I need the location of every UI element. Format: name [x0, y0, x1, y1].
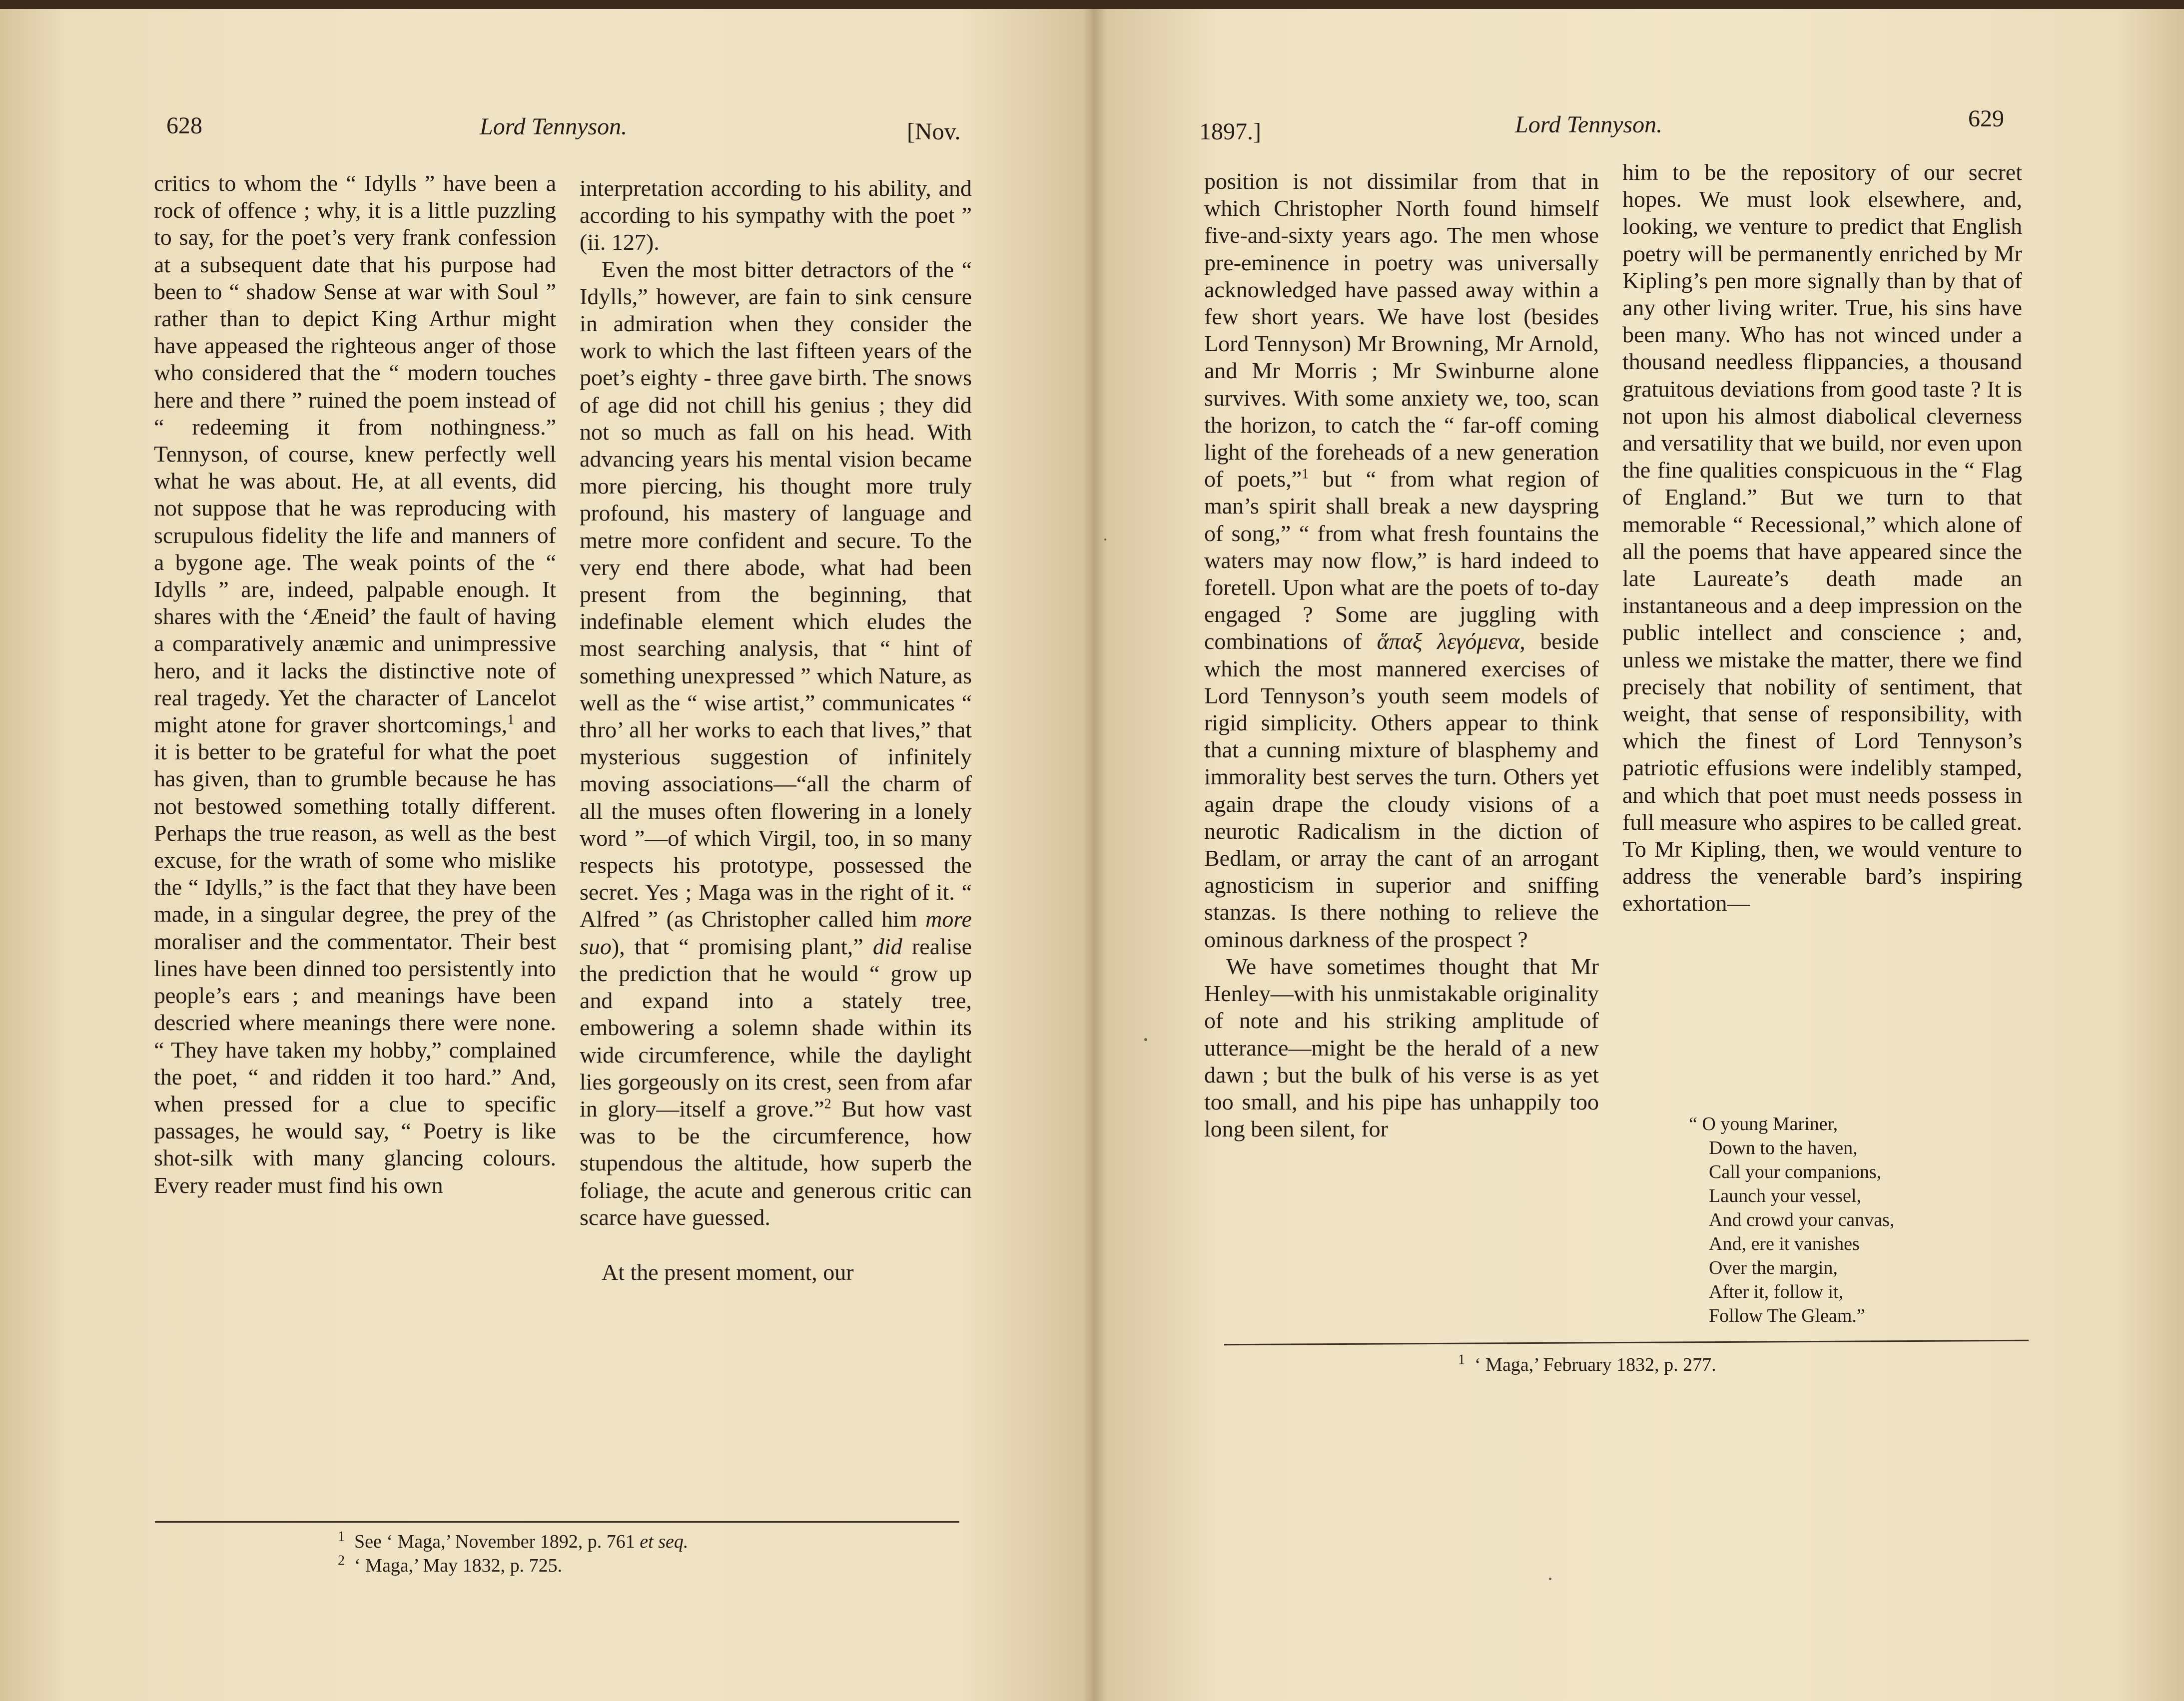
- footnote-number: 1: [1458, 1352, 1465, 1368]
- page-number: 628: [166, 112, 202, 139]
- running-title: Lord Tennyson.: [1515, 111, 1663, 138]
- paper-speck: [1549, 1578, 1551, 1580]
- paragraph: At the present moment, our: [602, 1259, 854, 1285]
- poem-line: And crowd your canvas,: [1709, 1209, 1895, 1230]
- paragraph: him to be the repository of our secret hopes. We must look elsewhere, and, looking, we venture to predict that English poetry will be permanently enriched by Mr Kipling’s pen more signally than by that of any other living writer. True, his sins have been many. Who has not winced under a thousand needless flippancies, a thousand gratuitous deviations from good taste ? It is not upon his almost diabolical cleverness and versatility that we build, nor even upon the fine qualities conspicuous in the “ Flag of England.” But we turn to that memorable “ Recessional,” which alone of all the poems that have appeared since the late Laureate’s death made an instantaneous and a deep impression on the public intellect and conscience ; and, unless we mistake the matter, there we find precisely that nobility of sentiment, that weight, that sense of responsibility, with which the finest of Lord Tennyson’s patriotic effusions were indelibly stamped, and which that poet must needs possess in full measure who aspires to be called great. To Mr Kipling, then, we would venture to address the venerable bard’s inspiring exhortation—: [1622, 159, 2022, 916]
- poem-line: Follow The Gleam.”: [1709, 1305, 1865, 1326]
- body-text: , beside which the most mannered exercises of Lord Tennyson’s youth seem models of rigid simplicity. Others appear to think that a cunning mixture of blasphemy and immorality best serves the turn. Others yet again drape the cloudy visions of a neurotic Radicalism in the diction of Bedlam, or array the cant of an arrogant agnosticism in superior and sniffing stanzas. Is there nothing to relieve the ominous darkness of the prospect ?: [1204, 628, 1599, 952]
- date-mark: [Nov.: [907, 118, 961, 145]
- footnote-rule: [1224, 1340, 2029, 1345]
- footnote-text: ‘ Maga,’ February 1832, p. 277.: [1474, 1354, 1716, 1375]
- poem-line: “ O young Mariner,: [1689, 1114, 1838, 1134]
- paper-speck: [1144, 1038, 1147, 1041]
- body-text: realise the prediction that he would “ grow up and expand into a stately tree, embowering a solemn shade within its wide circumference, while the daylight lies gorgeously on its crest, seen from afar in glory—itself a grove.”: [580, 933, 972, 1122]
- body-text: critics to whom the “ Idylls ” have been a rock of offence ; why, it is a little puzzling to say, for the poet’s very frank confession at a subsequent date that his purpose had been to “ shadow Sense at war with Soul ” rather than to depict King Arthur might have appeased the righteous anger of those who considered that the “ modern touches here and there ” ruined the poem instead of “ redeeming it from nothingness.” Tennyson, of course, knew perfectly well what he was about. He, at all events, did not suppose that he was reproducing with scrupulous fidelity the life and manners of a bygone age. The weak points of the “ Idylls ” are, indeed, palpable enough. It shares with the ‘Æneid’ the fault of having a comparatively anæmic and unimpressive hero, and it lacks the distinctive note of real tragedy. Yet the character of Lancelot might atone for graver shortcomings,: [154, 170, 556, 738]
- right-column-1: [1204, 168, 1599, 1142]
- paragraph: interpretation according to his ability, and according to his sympathy with the poet ” (ii. 127).: [580, 175, 972, 255]
- body-text: Even the most bitter detractors of the “ Idylls,” however, are fain to sink censure in admiration when they consider the work to which the last fifteen years of the poet’s eighty - three gave birth. The snows of age did not chill his genius ; they did not so much as fall on his head. With advancing years his mental vision became more piercing, his thought more truly profound, his mastery of language and metre more confident and secure. To the very end there abode, what had been present from the beginning, that indefinable element which eludes the most searching analysis, that “ hint of something unexpressed ” which Nature, as well as the “ wise artist,” communicates “ thro’ all her works to each that lives,” that mysterious suggestion of infinitely moving associations—“all the charm of all the muses often flowering in a lonely word ”—of which Virgil, too, in so many respects his prototype, possessed the secret. Yes ; Maga was in the right of it. “ Alfred ” (as Christopher called him: [580, 256, 972, 932]
- italic-text: did: [872, 933, 902, 959]
- poem-line: Down to the haven,: [1709, 1137, 1858, 1158]
- footnote-1: [338, 1530, 688, 1554]
- body-text: ), that “ promising plant,”: [611, 933, 873, 959]
- page-number: 629: [1968, 105, 2004, 132]
- footnote-number: 1: [338, 1529, 345, 1545]
- body-text: But how vast was to be the circumference, how stupendous the altitude, how superb the foliage, the acute and generous critic can scarce have guessed.: [580, 1096, 972, 1230]
- paragraph: We have sometimes thought that Mr Henley—with his unmistakable originality of note and his striking amplitude of utterance—might be the herald of a new dawn ; but the bulk of his verse is as yet too small, and his pipe has unhappily too long been silent, for: [1204, 953, 1599, 1142]
- poem-quotation: [1689, 1112, 1894, 1328]
- poem-line: Call your companions,: [1709, 1161, 1882, 1182]
- footnote-rule: [155, 1521, 959, 1523]
- footnote-number: 2: [338, 1553, 345, 1569]
- body-text: position is not dissimilar from that in which Christopher North found himself five-and-sixty years ago. The men whose pre-eminence in poetry was universally acknowledged have passed away within a few short years. We have lost (besides Lord Tennyson) Mr Browning, Mr Arnold, and Mr Morris ; Mr Swinburne alone survives. With some anxiety we, too, scan the horizon, to catch the “ far-off coming light of the foreheads of a new generation of poets,”: [1204, 168, 1599, 492]
- left-page: [0, 9, 1092, 1701]
- italic-text: more suo: [580, 906, 972, 959]
- poem-line: And, ere it vanishes: [1709, 1233, 1860, 1254]
- left-column-1: [154, 170, 556, 1199]
- footnote-1: [1458, 1353, 1716, 1377]
- greek-text: ἅπαξ λεγόμενα: [1377, 628, 1520, 654]
- body-text: but “ from what region of man’s spirit shall break a new dayspring of song,” “ from what fresh fountains the waters may now flow,” is hard indeed to foretell. Upon what are the poets of to-day engaged ? Some are juggling with combinations of: [1204, 466, 1599, 654]
- body-text: and it is better to be grateful for what the poet has given, than to grumble because he has not bestowed something totally different. Perhaps the true reason, as well as the best excuse, for the wrath of some who mislike the “ Idylls,” is the fact that they have been made, in a singular degree, the prey of the moraliser and the commentator. Their best lines have been dinned too persistently into people’s ears ; and meanings have been descried where meanings there were none. “ They have taken my hobby,” complained the poet, “ and ridden it too hard.” And, when pressed for a clue to specific passages, he would say, “ Poetry is like shot-silk with many glancing colours. Every reader must find his own: [154, 712, 556, 1198]
- footnote-ref: 2: [824, 1096, 831, 1112]
- footnote-italic: et seq.: [640, 1531, 689, 1552]
- right-page: [1092, 9, 2184, 1701]
- poem-line: Over the margin,: [1709, 1257, 1838, 1278]
- right-column-2: [1622, 159, 2022, 917]
- footnote-text: See ‘ Maga,’ November 1892, p. 761: [354, 1531, 640, 1552]
- date-mark: 1897.]: [1199, 118, 1261, 145]
- book-spread: [0, 9, 2184, 1701]
- poem-line: Launch your vessel,: [1709, 1185, 1861, 1206]
- footnote-2: [338, 1554, 562, 1578]
- running-title: Lord Tennyson.: [480, 113, 628, 140]
- poem-line: After it, follow it,: [1709, 1281, 1844, 1302]
- paper-speck: [1104, 539, 1106, 541]
- footnote-ref: 1: [507, 712, 515, 728]
- footnote-ref: 1: [1302, 466, 1309, 482]
- left-column-2: [580, 175, 972, 1286]
- footnote-text: ‘ Maga,’ May 1832, p. 725.: [354, 1555, 563, 1576]
